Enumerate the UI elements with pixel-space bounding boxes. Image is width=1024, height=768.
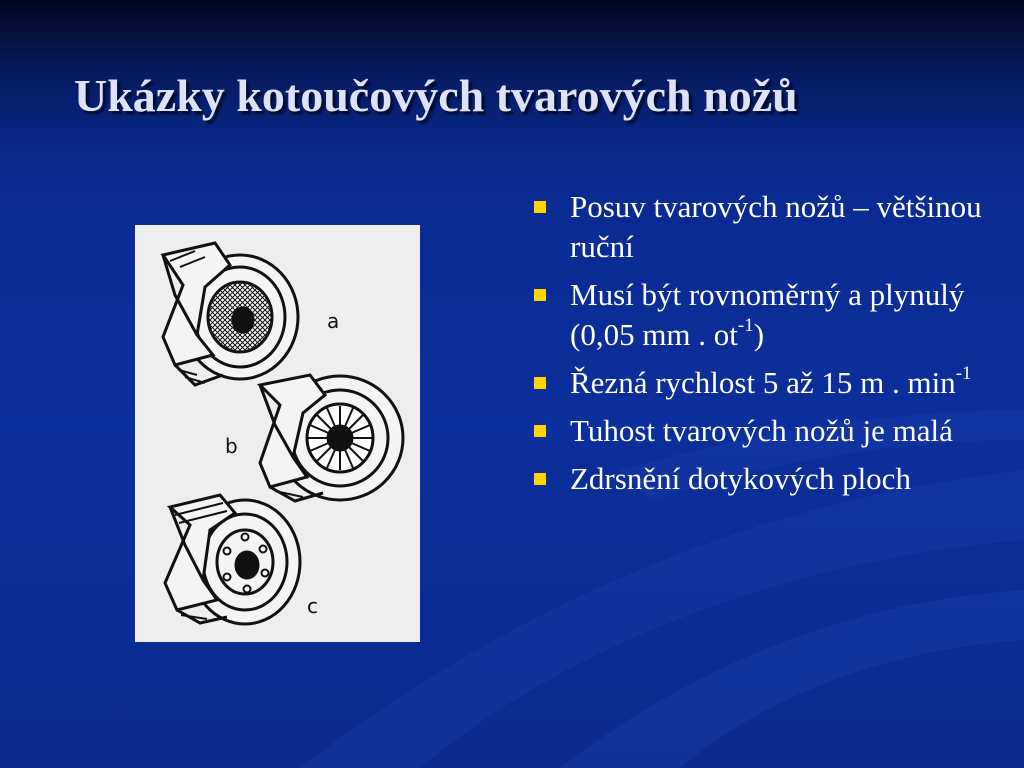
bullet-marker bbox=[534, 289, 546, 301]
figure-label-c: c bbox=[307, 594, 318, 618]
cutter-c bbox=[165, 495, 300, 624]
bullet-text: Musí být rovnoměrný a plynulý (0,05 mm . ot bbox=[570, 277, 965, 352]
superscript: -1 bbox=[737, 314, 754, 336]
superscript: -1 bbox=[955, 362, 972, 384]
bullet-tail: ) bbox=[753, 317, 765, 352]
cutter-b bbox=[260, 375, 403, 501]
bullet-marker bbox=[534, 425, 546, 437]
bullet-text: Tuhost tvarových nožů je malá bbox=[570, 413, 953, 448]
circular-form-cutters-drawing bbox=[135, 225, 420, 642]
cutter-a bbox=[163, 243, 298, 385]
bullet-text: Posuv tvarových nožů – většinou ruční bbox=[570, 189, 982, 264]
cutter-illustration bbox=[135, 225, 420, 642]
bullet-list bbox=[534, 187, 984, 507]
figure-label-a: a bbox=[327, 309, 340, 333]
bullet-item bbox=[534, 459, 984, 499]
bullet-marker bbox=[534, 377, 546, 389]
bullet-item bbox=[534, 275, 984, 355]
bullet-item bbox=[534, 411, 984, 451]
bullet-text: Zdrsnění dotykových ploch bbox=[570, 461, 911, 496]
bullet-item bbox=[534, 363, 984, 403]
bullet-marker bbox=[534, 201, 546, 213]
bullet-item bbox=[534, 187, 984, 267]
slide-title: Ukázky kotoučových tvarových nožů bbox=[74, 70, 798, 121]
bullet-text: Řezná rychlost 5 až 15 m . min bbox=[570, 365, 956, 400]
bullet-marker bbox=[534, 473, 546, 485]
figure-label-b: b bbox=[225, 434, 238, 458]
